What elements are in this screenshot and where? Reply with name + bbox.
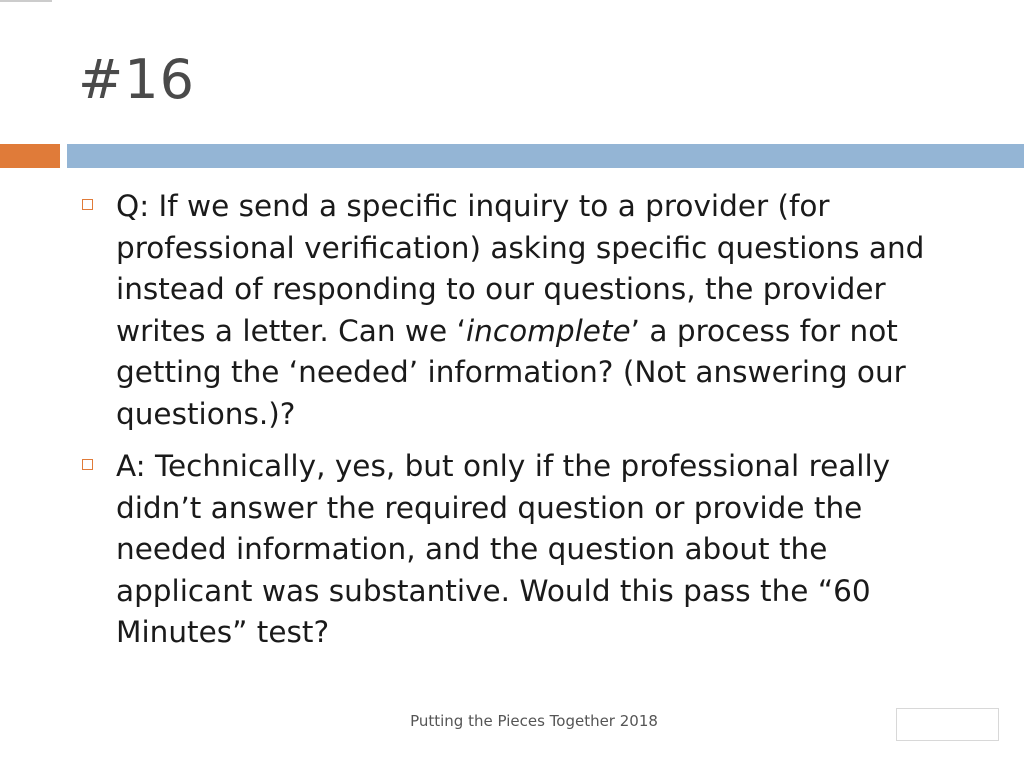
- answer-text: A: Technically, yes, but only if the professional really didn’t answer the required question or provide the needed information, and the question about the applicant was substantive. Would this pass the “60 Minutes” test?: [116, 449, 891, 649]
- hollow-square-bullet-icon: [82, 199, 93, 210]
- slide-number-box: [896, 708, 999, 741]
- hollow-square-bullet-icon: [82, 459, 93, 470]
- slide-title: #16: [78, 48, 195, 111]
- question-text-end: ’ a process for not getting the ‘needed’ information? (Not answering our questions.)?: [116, 313, 906, 431]
- question-bullet: [78, 186, 958, 435]
- slide-footer: Putting the Pieces Together 2018: [410, 712, 658, 730]
- top-edge-mark: [0, 0, 52, 2]
- question-text-start: Q: If we send a specific inquiry to a provider (for professional verification) asking specific questions and instead of responding to our questions, the provider writes a letter. Can we ‘: [116, 189, 925, 348]
- bullet-list: [78, 186, 958, 665]
- answer-bullet: [78, 446, 958, 654]
- title-divider-bar: [67, 144, 1024, 168]
- accent-bar: [0, 144, 60, 168]
- question-emphasis: incomplete: [465, 313, 631, 348]
